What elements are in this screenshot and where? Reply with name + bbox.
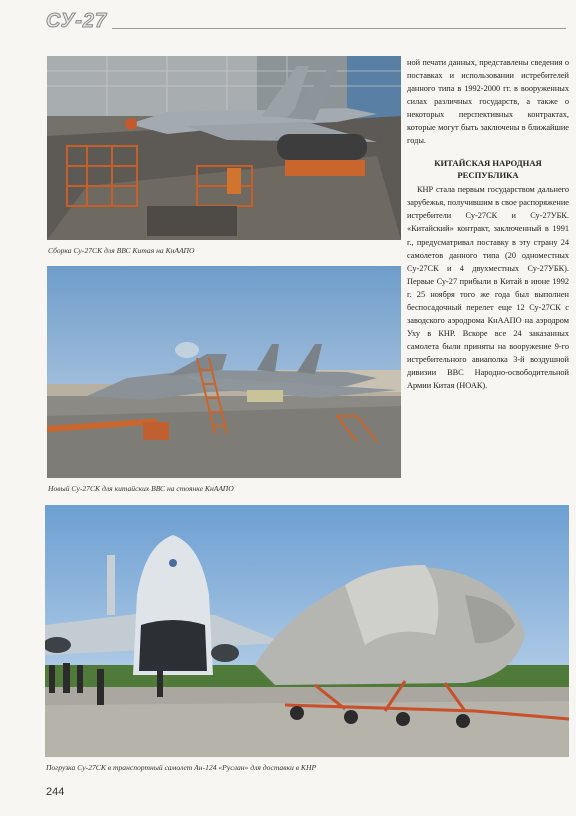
photo-an124-loading <box>45 505 569 757</box>
header-rule <box>112 28 566 29</box>
article-intro-paragraph: ной печати данных, представлены сведения о поставках и использовании истребителей данного типа в 1992-2000 гг. в вооруженных силах различных государств, а также о некоторых перспективных контрактах, которые могут быть заключены в ближайшие годы. <box>407 58 569 146</box>
photo-assembly-caption: Сборка Су-27СК для ВВС Китая на КнААПО <box>48 246 195 255</box>
section-heading: КИТАЙСКАЯ НАРОДНАЯ РЕСПУБЛИКА <box>434 158 542 181</box>
photo-parked-aircraft <box>47 266 401 478</box>
su27-logo: СУ-27 <box>46 10 108 32</box>
article-body-paragraph: КНР стала первым государством дальнего зарубежья, получившим в свое распоряжение истребители Су-27СК и Су-27УБК. «Китайский» контракт, заключенный в 1991 г., предусматривал поставку в эту страну 24 самолетов данного типа (20 одноместных Су-27СК и 4 двухместных Су-27УБК). Первые Су-27 прибыли в Китай в июне 1992 г. 25 ноября того же года был выполнен беспосадочный перелет еще 12 Су-27СК с заводского аэродрома КнААПО на аэродром Уху в КНР. Вскоре все 24 заказанных самолета были приняты на вооружение 9-го истребительного авиаполка 3-й воздушной дивизии ВВС Народно-освободительной Армии Китая (НОАК). <box>407 185 569 391</box>
page-header <box>46 10 566 36</box>
photo-assembly-hangar <box>47 56 401 240</box>
page-number: 244 <box>46 786 65 798</box>
article-text-column <box>407 56 569 392</box>
photo-loading-caption: Погрузка Су-27СК в транспортный самолет Ан-124 «Руслан» для доставки в КНР <box>46 763 317 772</box>
photo-parked-caption: Новый Су-27СК для китайских ВВС на стоянке КнААПО <box>48 484 234 493</box>
